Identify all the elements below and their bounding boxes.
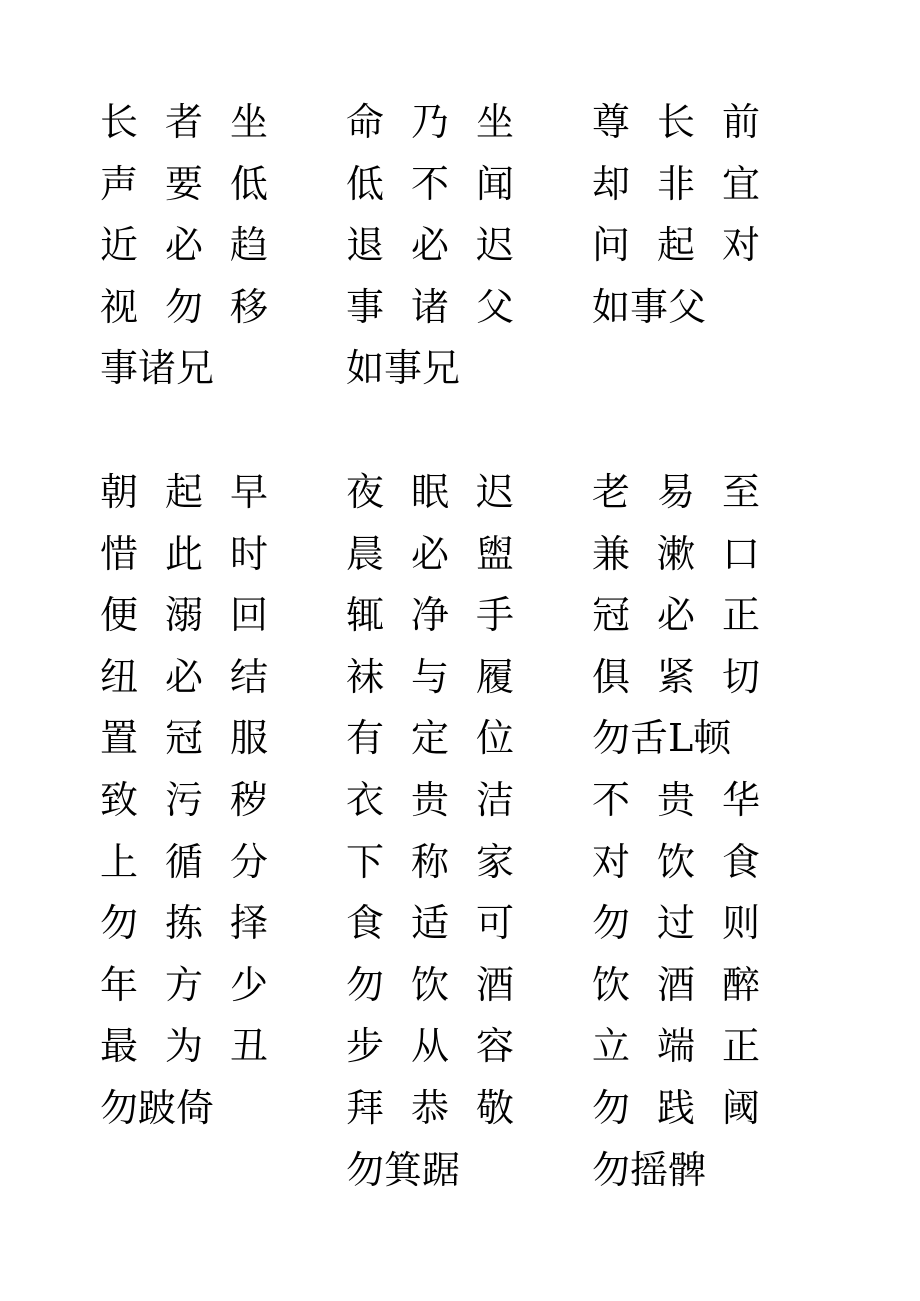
- verse-line: 问起对: [592, 223, 788, 268]
- verse-line: 事诸父: [346, 284, 542, 329]
- verse-line: 晨必盥: [346, 531, 542, 576]
- verse-column: [100, 462, 340, 1140]
- verse-line: 有定位: [346, 716, 542, 761]
- verse-column: [346, 92, 586, 400]
- verse-line: 事诸兄: [100, 346, 215, 391]
- verse-line: 勿舌L顿: [592, 716, 732, 761]
- verse-line: 上循分: [100, 839, 296, 884]
- verse-line: 下称家: [346, 839, 542, 884]
- verse-column: [346, 462, 586, 1201]
- verse-line: 低不闻: [346, 161, 542, 206]
- verse-line: 袜与履: [346, 654, 542, 699]
- verse-line: 不贵华: [592, 777, 788, 822]
- verse-line: 长者坐: [100, 100, 296, 144]
- verse-line: 如事父: [592, 284, 707, 329]
- verse-column: [592, 462, 832, 1201]
- verse-line: 勿践阈: [592, 1085, 788, 1130]
- verse-line: 食适可: [346, 901, 542, 946]
- verse-line: 置冠服: [100, 716, 296, 761]
- verse-line: 退必迟: [346, 223, 542, 268]
- verse-line: 朝起早: [100, 470, 296, 514]
- verse-line: 致污秽: [100, 777, 296, 822]
- verse-line: 俱紧切: [592, 654, 788, 699]
- verse-line: 视勿移: [100, 284, 296, 329]
- verse-line: 勿拣择: [100, 901, 296, 946]
- verse-line: 老易至: [592, 470, 788, 514]
- verse-line: 衣贵洁: [346, 777, 542, 822]
- verse-line: 年方少: [100, 962, 296, 1007]
- verse-column: [592, 92, 832, 338]
- verse-line: 近必趋: [100, 223, 296, 268]
- verse-line: 纽必结: [100, 654, 296, 699]
- verse-line: 勿过则: [592, 901, 788, 946]
- verse-line: 勿饮酒: [346, 962, 542, 1007]
- verse-line: 饮酒醉: [592, 962, 788, 1007]
- verse-line: 声要低: [100, 161, 296, 206]
- verse-line: 命乃坐: [346, 100, 542, 144]
- verse-line: 最为丑: [100, 1024, 296, 1069]
- verse-line: 立端正: [592, 1024, 788, 1069]
- verse-line: 冠必正: [592, 593, 788, 638]
- verse-line: 步从容: [346, 1024, 542, 1069]
- verse-line: 却非宜: [592, 161, 788, 206]
- verse-line: 勿箕踞: [346, 1147, 461, 1192]
- verse-line: 如事兄: [346, 346, 461, 391]
- verse-line: 尊长前: [592, 100, 788, 144]
- verse-line: 便溺回: [100, 593, 296, 638]
- verse-line: 对饮食: [592, 839, 788, 884]
- verse-line: 惜此时: [100, 531, 296, 576]
- verse-column: [100, 92, 340, 400]
- verse-line: 拜恭敬: [346, 1085, 542, 1130]
- verse-line: 勿摇髀: [592, 1147, 707, 1192]
- verse-line: 辄净手: [346, 593, 542, 638]
- verse-line: 兼漱口: [592, 531, 788, 576]
- verse-line: 夜眠迟: [346, 470, 542, 514]
- verse-line: 勿跛倚: [100, 1085, 215, 1130]
